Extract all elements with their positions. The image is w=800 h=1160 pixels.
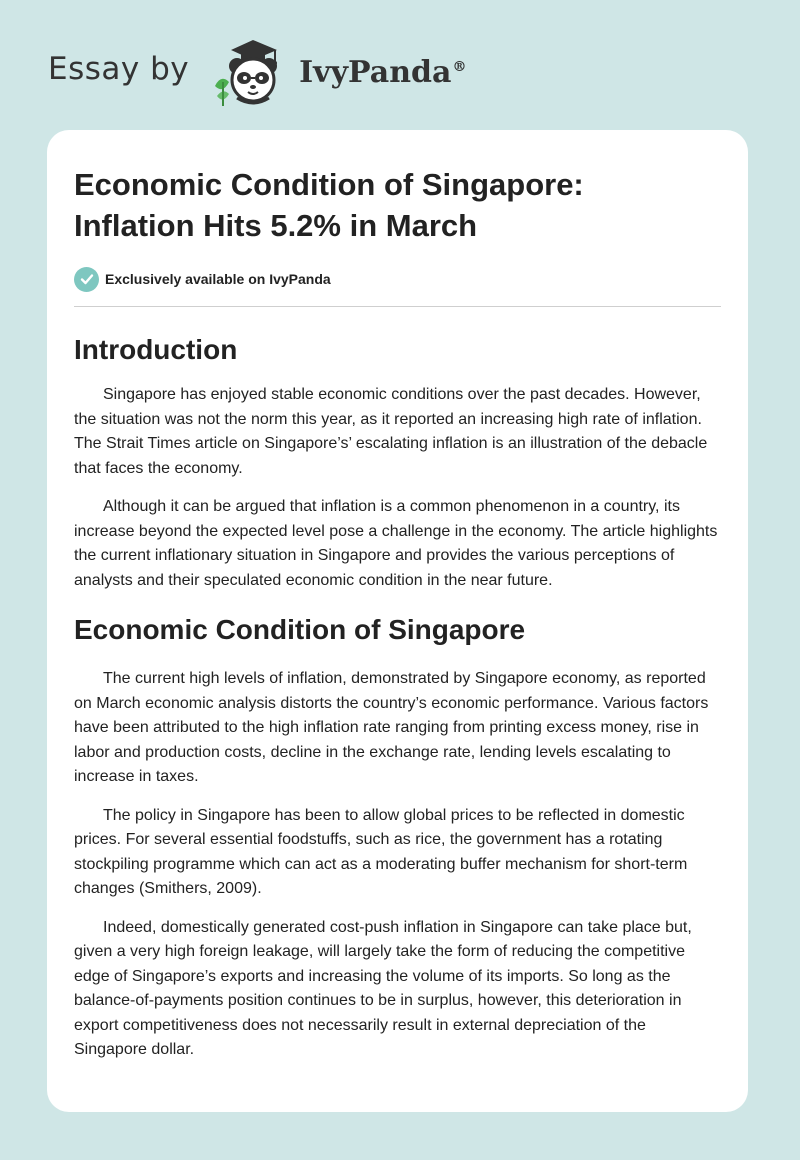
check-circle-icon (74, 267, 99, 292)
title-line-2: Inflation Hits 5.2% in March (74, 208, 478, 243)
divider (74, 306, 721, 307)
brand-header[interactable] (48, 36, 466, 108)
brand-name: IvyPanda® (299, 54, 467, 90)
paragraph: Indeed, domestically generated cost-push inflation in Singapore can take place but, given a very high foreign leakage, will largely take the form of reducing the competitive edge of Singapore’s exports and increasing the volume of its imports. So long as the balance-of-payments position continues to be in surplus, however, this deterioration in export competitiveness does not necessarily result in external depreciation of the Singapore dollar. (74, 918, 692, 1058)
brand-prefix: Essay by (48, 51, 190, 87)
badge-label: Exclusively available on IvyPanda (105, 271, 331, 287)
panda-logo-icon (203, 36, 295, 108)
section-introduction (74, 333, 721, 593)
paragraph: The current high levels of inflation, demonstrated by Singapore economy, as reported on March economic analysis distorts the country’s economic performance. Various factors have been attributed to the high inflation rate ranging from printing excess money, rise in labor and production costs, decline in the exchange rate, lending levels escalating to increase in taxes. (74, 670, 709, 785)
section-heading: Introduction (74, 334, 238, 365)
title-line-1: Economic Condition of Singapore: (74, 167, 584, 202)
paragraph: Singapore has enjoyed stable economic conditions over the past decades. However, the situation was not the norm this year, as it reported an increasing high rate of inflation. The Strait Times article on Singapore’s’ escalating inflation is an illustration of the debacle that faces the economy. (74, 386, 708, 477)
exclusive-badge (74, 266, 721, 292)
paragraph: Although it can be argued that inflation is a common phenomenon in a country, its increase beyond the expected level pose a challenge in the economy. The article highlights the current inflationary situation in Singapore and provides the various perceptions of analysts and their speculated economic condition in the near future. (74, 498, 718, 589)
section-economic-condition (74, 613, 721, 1063)
article-card (47, 130, 748, 1112)
article-title (74, 164, 721, 246)
section-heading: Economic Condition of Singapore (74, 614, 526, 645)
paragraph: The policy in Singapore has been to allow global prices to be reflected in domestic prices. For several essential foodstuffs, such as rice, the government has a rotating stockpiling programme which can act as a moderating buffer mechanism for short-term changes (Smithers, 2009). (74, 806, 688, 897)
